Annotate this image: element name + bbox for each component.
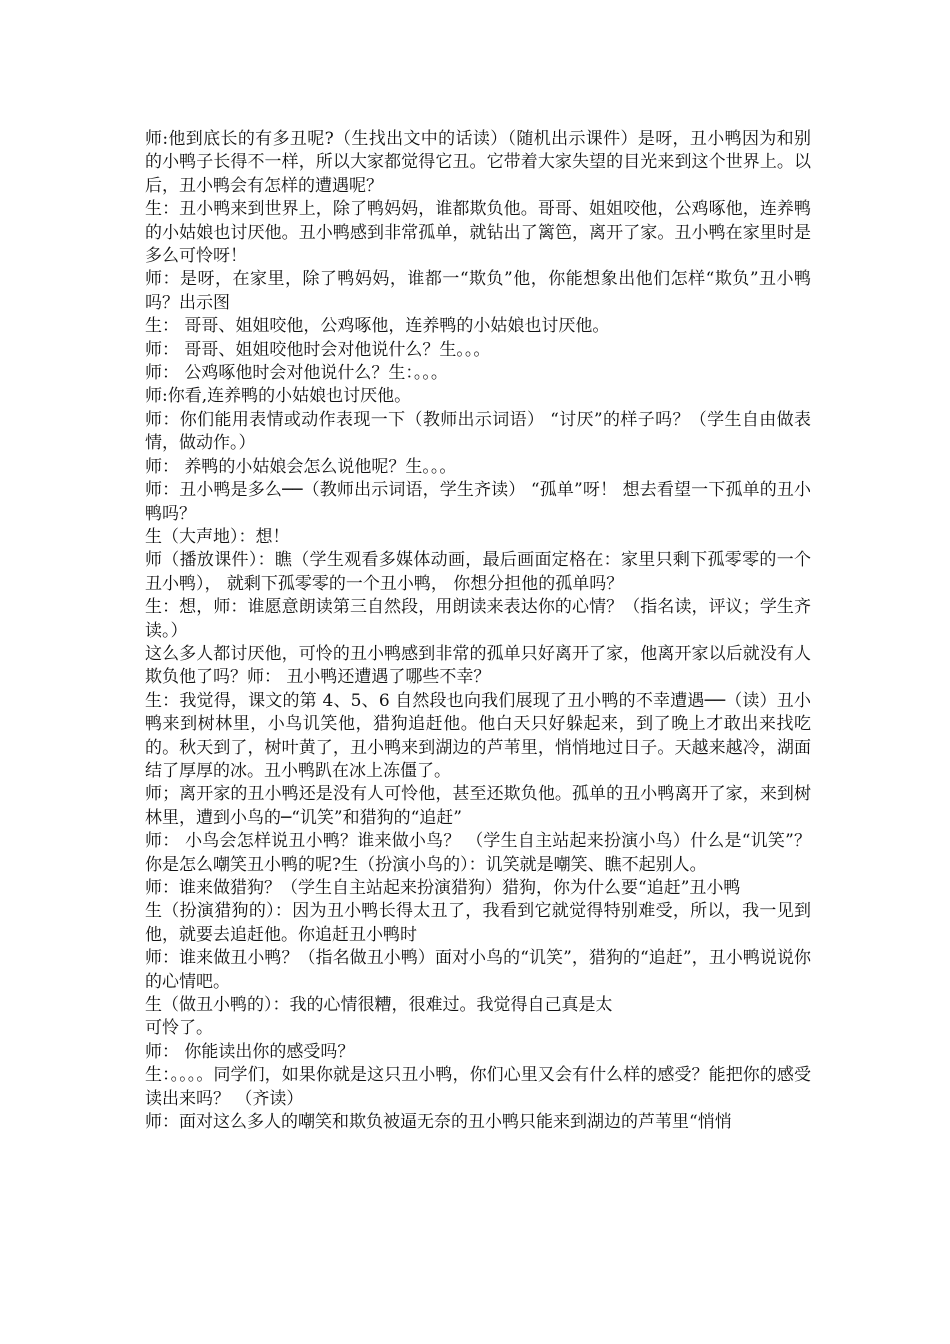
paragraph: 生（做丑小鸭的）：我的心情很糟，很难过。我觉得自己真是太 [145, 995, 613, 1016]
paragraph: 师：你们能用表情或动作表现一下（教师出示词语） “讨厌”的样子吗？（学生自由做表情，做动作。） [145, 409, 811, 454]
paragraph: 师： 小鸟会怎样说丑小鸭？谁来做小鸟？ （学生自主站起来扮演小鸟）什么是“讥笑”？你是怎么嘲笑丑小鸭的呢?生（扮演小鸟的）：讥笑就是嘲笑、瞧不起别人。 [145, 831, 811, 875]
paragraph: 生：。。。。同学们，如果你就是这只丑小鸭，你们心里又会有什么样的感受？能把你的感受读出来吗？ （齐读） [145, 1065, 811, 1109]
paragraph: 师：谁来做猎狗？（学生自主站起来扮演猎狗）猎狗，你为什么要“追赶”丑小鸭 [145, 878, 741, 898]
paragraph: 可怜了。 [145, 1018, 213, 1039]
paragraph: 生（大声地）：想！ [145, 526, 290, 547]
paragraph: 生：丑小鸭来到世界上，除了鸭妈妈，谁都欺负他。哥哥、姐姐咬他，公鸡啄他，连养鸭的小姑娘也讨厌他。丑小鸭感到非常孤单，就钻出了篱笆，离开了家。丑小鸭在家里时是多么可怜呀！ [145, 199, 811, 267]
paragraph: 师:你看,连养鸭的小姑娘也讨厌他。 [145, 386, 412, 407]
lesson-transcript [145, 128, 811, 1134]
paragraph: 师；离开家的丑小鸭还是没有人可怜他，甚至还欺负他。孤单的丑小鸭离开了家，来到树林里，遭到小鸟的─“讥笑”和猎狗的“追赶” [145, 784, 811, 828]
paragraph: 生（扮演猎狗的）：因为丑小鸭长得太丑了，我看到它就觉得特别难受，所以，我一见到他，就要去追赶他。你追赶丑小鸭时 [145, 901, 811, 945]
paragraph: 生：我觉得，课文的第 4、5、6 自然段也向我们展现了丑小鸭的不幸遭遇──（读）丑小鸭来到树林里，小鸟讥笑他，猎狗追赶他。他白天只好躲起来，到了晚上才敢出来找吃的。秋天到了，树叶黄了，丑小鸭来到湖边的芦苇里，悄悄地过日子。天越来越冷，湖面结了厚厚的冰。丑小鸭趴在冰上冻僵了。 [145, 690, 811, 781]
paragraph: 师：是呀，在家里，除了鸭妈妈，谁都一“欺负”他，你能想象出他们怎样“欺负”丑小鸭吗？出示图 [145, 269, 811, 313]
paragraph: 师：谁来做丑小鸭？（指名做丑小鸭）面对小鸟的“讥笑”，猎狗的“追赶”，丑小鸭说说你的心情吧。 [145, 948, 811, 992]
paragraph: 师：面对这么多人的嘲笑和欺负被逼无奈的丑小鸭只能来到湖边的芦苇里“悄悄 [145, 1112, 732, 1133]
paragraph: 生：想，师：谁愿意朗读第三自然段，用朗读来表达你的心情？（指名读，评议；学生齐读。） [145, 597, 811, 641]
paragraph: 师:他到底长的有多丑呢?（生找出文中的话读）（随机出示课件）是呀，丑小鸭因为和别的小鸭子长得不一样，所以大家都觉得它丑。它带着大家失望的目光来到这个世界上。以后，丑小鸭会有怎样的遭遇呢？ [145, 129, 811, 196]
paragraph: 师（播放课件）：瞧（学生观看多媒体动画，最后画面定格在：家里只剩下孤零零的一个丑小鸭）， 就剩下孤零零的一个丑小鸭， 你想分担他的孤单吗？ [145, 550, 811, 594]
paragraph: 师： 哥哥、姐姐咬他时会对他说什么？生。。。 [145, 339, 491, 360]
paragraph: 生： 哥哥、姐姐咬他，公鸡啄他，连养鸭的小姑娘也讨厌他。 [145, 316, 610, 337]
paragraph: 师： 公鸡啄他时会对他说什么？生：。。。 [145, 363, 448, 384]
paragraph: 这么多人都讨厌他，可怜的丑小鸭感到非常的孤单只好离开了家，他离开家以后就没有人欺负他了吗？师： 丑小鸭还遭遇了哪些不幸？ [145, 643, 811, 688]
paragraph: 师： 养鸭的小姑娘会怎么说他呢？生。。。 [145, 456, 457, 477]
paragraph: 师： 你能读出你的感受吗？ [145, 1041, 355, 1062]
paragraph: 师：丑小鸭是多么──（教师出示词语，学生齐读） “孤单”呀！ 想去看望一下孤单的丑小鸭吗？ [145, 480, 811, 524]
